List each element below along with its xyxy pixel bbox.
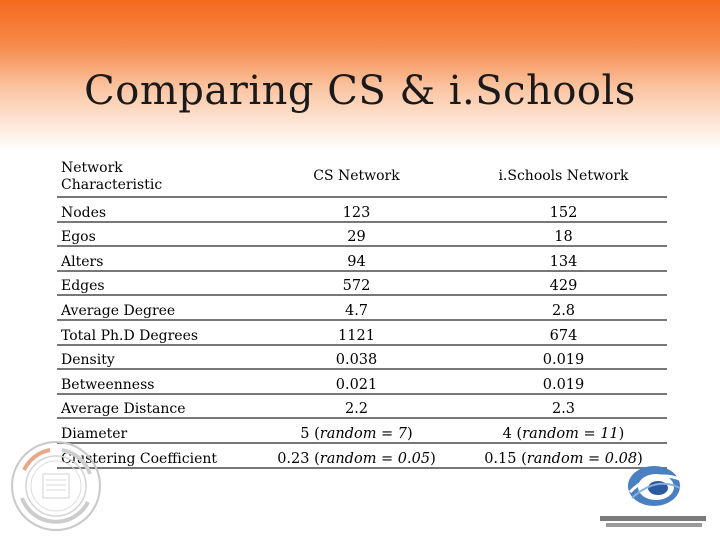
row-label: Nodes [57, 197, 253, 222]
table-header-row [57, 156, 667, 197]
table-row [57, 222, 667, 247]
cs-network-value: 94 [253, 246, 460, 271]
cs-network-value: 572 [253, 271, 460, 296]
cs-network-value: 0.021 [253, 369, 460, 394]
cs-network-value: 0.038 [253, 345, 460, 370]
ischools-network-value: 0.019 [460, 345, 667, 370]
header-network-characteristic [57, 156, 253, 197]
school-of-information-logo [596, 462, 708, 532]
row-label: Alters [57, 246, 253, 271]
cs-network-value: 5 (random = 7) [253, 418, 460, 443]
header-cs-network: CS Network [253, 156, 460, 197]
table-row [57, 369, 667, 394]
row-label: Edges [57, 271, 253, 296]
table-row [57, 246, 667, 271]
cs-network-value: 2.2 [253, 394, 460, 419]
ischools-network-value: 2.3 [460, 394, 667, 419]
row-label: Average Degree [57, 295, 253, 320]
row-label: Egos [57, 222, 253, 247]
table-body [57, 197, 667, 468]
table-row [57, 197, 667, 222]
ischools-network-value: 134 [460, 246, 667, 271]
slide-title: Comparing CS & i.Schools [84, 68, 636, 114]
table-row [57, 345, 667, 370]
header-ischools-network: i.Schools Network [460, 156, 667, 197]
cs-network-value: 4.7 [253, 295, 460, 320]
comparison-table-container [57, 156, 667, 469]
table-row [57, 295, 667, 320]
row-label: Density [57, 345, 253, 370]
cs-network-value: 123 [253, 197, 460, 222]
syracuse-seal-logo [10, 440, 102, 532]
table-row [57, 271, 667, 296]
ischools-network-value: 674 [460, 320, 667, 345]
row-label: Diameter [57, 418, 253, 443]
ischools-network-value: 152 [460, 197, 667, 222]
ischools-network-value: 4 (random = 11) [460, 418, 667, 443]
row-label: Average Distance [57, 394, 253, 419]
row-label: Clustering Coefficient [57, 443, 253, 468]
ischools-network-value: 18 [460, 222, 667, 247]
ischools-network-value: 0.15 (random = 0.08) [460, 443, 667, 468]
cs-network-value: 1121 [253, 320, 460, 345]
header-label: Network Characteristic [61, 160, 163, 193]
ischools-network-value: 2.8 [460, 295, 667, 320]
ischools-network-value: 0.019 [460, 369, 667, 394]
table-row [57, 418, 667, 443]
ischools-network-value: 429 [460, 271, 667, 296]
table-row [57, 394, 667, 419]
cs-network-value: 0.23 (random = 0.05) [253, 443, 460, 468]
table-row [57, 443, 667, 468]
cs-network-value: 29 [253, 222, 460, 247]
comparison-table [57, 156, 667, 469]
row-label: Betweenness [57, 369, 253, 394]
row-label: Total Ph.D Degrees [57, 320, 253, 345]
table-row [57, 320, 667, 345]
